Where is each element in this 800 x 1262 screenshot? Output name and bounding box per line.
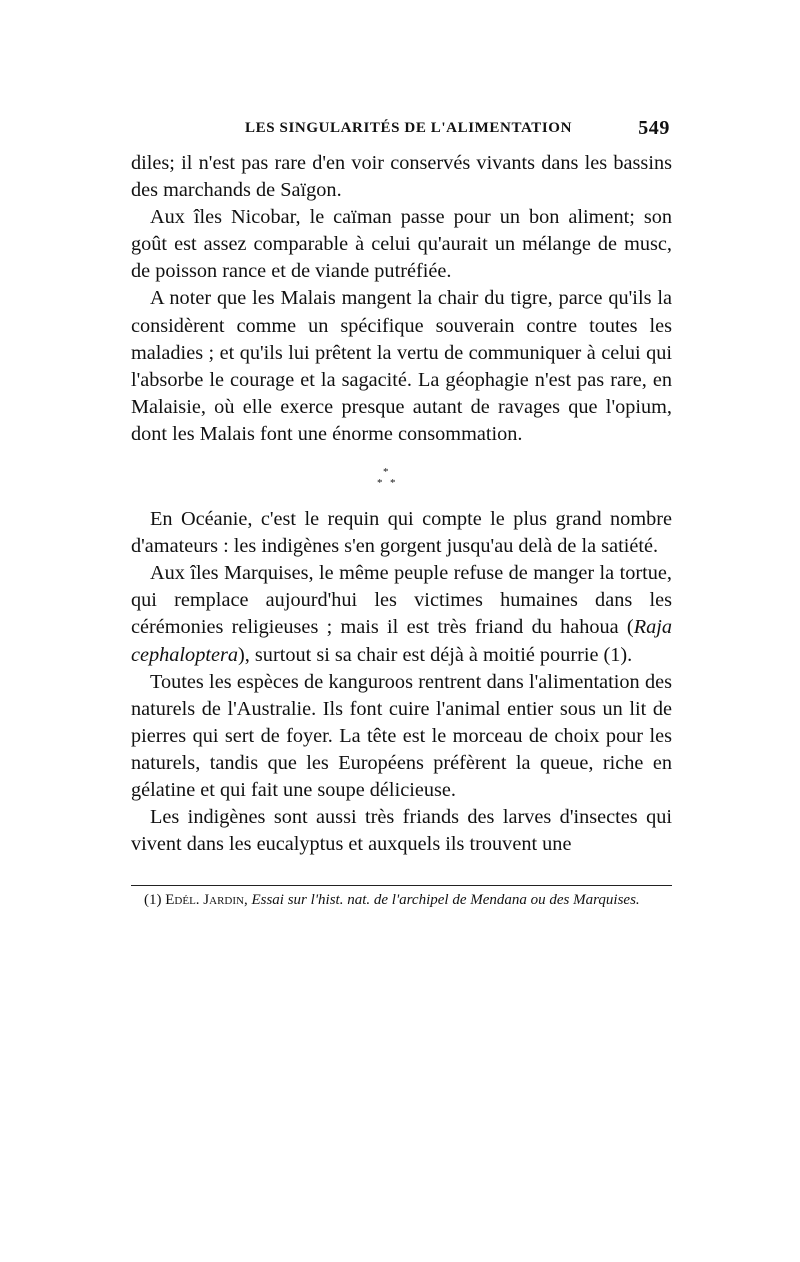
paragraph-4: En Océanie, c'est le requin qui compte le plus grand nombre d'amateurs : les indigènes s'en gorgent jusqu'au delà de la satiété.: [131, 508, 672, 558]
footnote: [131, 891, 672, 910]
running-header: [131, 116, 672, 150]
footnote-author: Edél. Jardin,: [165, 892, 248, 909]
paragraph-7: Les indigènes sont aussi très friands des larves d'insectes qui vivent dans les eucalyptus et auxquels ils trouvent une: [131, 806, 672, 856]
footnote-title: Essai sur l'hist. nat. de l'archipel de Mendana ou des Marquises.: [251, 892, 640, 909]
paragraph-5: [131, 560, 672, 668]
paragraph-1: diles; il n'est pas rare d'en voir conservés vivants dans les bassins des marchands de Saïgon.: [131, 152, 672, 202]
asterism-star: *: [383, 466, 389, 479]
page-number: 549: [638, 117, 670, 139]
footnote-rule: [131, 885, 672, 886]
paragraph-5-text-before: Aux îles Marquises, le même peuple refuse de manger la tortue, qui remplace aujourd'hui les victimes humaines dans les cérémonies religieuses ; mais il est très friand du hahoua (: [131, 562, 672, 639]
paragraph-6: Toutes les espèces de kanguroos rentrent dans l'alimentation des naturels de l'Australie. Ils font cuire l'animal entier sous un lit de pierres qui sert de foyer. La tête est le morceau de choix pour les naturels, tandis que les Européens préfèrent la queue, riche en gélatine et qui fait une soupe délicieuse.: [131, 670, 672, 801]
page: [131, 116, 672, 910]
paragraph-3: A noter que les Malais mangent la chair du tigre, parce qu'ils la considèrent comme un spécifique souverain contre toutes les maladies ; et qu'ils lui prêtent la vertu de communiquer à celui qui l'absorbe le courage et la sagacité. La géophagie n'est pas rare, en Malaisie, où elle exerce presque autant de ravages que l'opium, dont les Malais font une énorme consommation.: [131, 287, 672, 445]
footnote-marker: (1): [144, 892, 162, 909]
asterism-star: *: [390, 477, 396, 490]
body-text: [131, 150, 672, 858]
species-name: Raja cephaloptera: [131, 616, 672, 666]
paragraph-5-text-after: ), surtout si sa chair est déjà à moitié pourrie (1).: [238, 643, 633, 666]
asterism-star: *: [377, 477, 383, 490]
asterism: [131, 448, 672, 506]
paragraph-2: Aux îles Nicobar, le caïman passe pour un bon aliment; son goût est assez comparable à celui qu'aurait un mélange de musc, de poisson rance et de viande putréfiée.: [131, 206, 672, 283]
running-title: LES SINGULARITÉS DE L'ALIMENTATION: [245, 120, 573, 136]
